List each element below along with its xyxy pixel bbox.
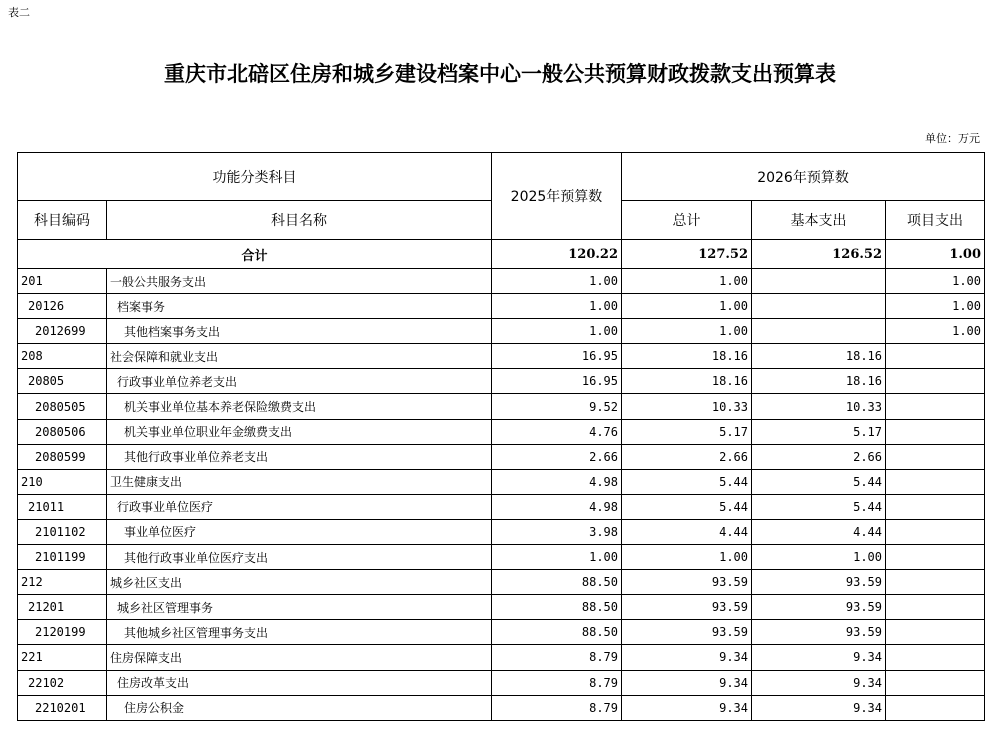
project-cell	[886, 545, 985, 570]
table-row	[18, 369, 985, 394]
name-cell: 行政事业单位养老支出	[107, 369, 492, 394]
name-cell: 其他行政事业单位医疗支出	[107, 545, 492, 570]
unit-label: 单位：万元	[925, 132, 980, 145]
name-cell: 其他城乡社区管理事务支出	[107, 620, 492, 645]
name-cell: 住房保障支出	[107, 645, 492, 670]
basic-cell: 93.59	[752, 595, 886, 620]
functional-category-header: 功能分类科目	[18, 153, 492, 201]
basic-cell: 5.44	[752, 494, 886, 519]
table-row	[18, 670, 985, 695]
total-cell: 5.44	[622, 469, 752, 494]
code-cell: 20805	[18, 369, 107, 394]
total-total-cell: 127.52	[622, 240, 752, 269]
name-cell: 档案事务	[107, 294, 492, 319]
project-cell: 1.00	[886, 319, 985, 344]
project-cell	[886, 670, 985, 695]
total-project-cell: 1.00	[886, 240, 985, 269]
code-cell: 21011	[18, 494, 107, 519]
basic-cell: 10.33	[752, 394, 886, 419]
name-cell: 一般公共服务支出	[107, 269, 492, 294]
table-number-label: 表二	[8, 6, 30, 19]
total-cell: 4.44	[622, 519, 752, 544]
basic-cell	[752, 319, 886, 344]
name-cell: 卫生健康支出	[107, 469, 492, 494]
code-cell: 2210201	[18, 695, 107, 720]
prev-budget-cell: 8.79	[492, 670, 622, 695]
total-cell: 93.59	[622, 620, 752, 645]
table-row	[18, 419, 985, 444]
code-cell: 2012699	[18, 319, 107, 344]
basic-cell: 4.44	[752, 519, 886, 544]
basic-cell: 18.16	[752, 369, 886, 394]
table-row	[18, 469, 985, 494]
prev-budget-cell: 8.79	[492, 645, 622, 670]
total-cell: 9.34	[622, 645, 752, 670]
prev-budget-cell: 16.95	[492, 369, 622, 394]
code-cell: 221	[18, 645, 107, 670]
code-cell: 212	[18, 570, 107, 595]
code-cell: 2080505	[18, 394, 107, 419]
name-cell: 社会保障和就业支出	[107, 344, 492, 369]
table-row	[18, 570, 985, 595]
total-cell: 1.00	[622, 294, 752, 319]
total-cell: 18.16	[622, 344, 752, 369]
total-cell: 9.34	[622, 670, 752, 695]
budget-table	[17, 152, 985, 721]
total-header: 总计	[622, 201, 752, 240]
basic-header: 基本支出	[752, 201, 886, 240]
prev-budget-cell: 4.98	[492, 494, 622, 519]
total-cell: 18.16	[622, 369, 752, 394]
code-cell: 208	[18, 344, 107, 369]
table-row	[18, 620, 985, 645]
table-row	[18, 645, 985, 670]
table-row	[18, 394, 985, 419]
project-cell	[886, 519, 985, 544]
prev-budget-cell: 9.52	[492, 394, 622, 419]
basic-cell: 2.66	[752, 444, 886, 469]
prev-budget-cell: 3.98	[492, 519, 622, 544]
basic-cell: 5.44	[752, 469, 886, 494]
code-cell: 210	[18, 469, 107, 494]
project-cell: 1.00	[886, 269, 985, 294]
project-cell: 1.00	[886, 294, 985, 319]
prev-budget-header: 2025年预算数	[492, 153, 622, 240]
prev-budget-cell: 88.50	[492, 595, 622, 620]
code-cell: 21201	[18, 595, 107, 620]
total-cell: 2.66	[622, 444, 752, 469]
basic-cell	[752, 294, 886, 319]
header-row-1	[18, 153, 985, 201]
project-cell	[886, 444, 985, 469]
prev-budget-cell: 8.79	[492, 695, 622, 720]
table-row	[18, 519, 985, 544]
code-cell: 22102	[18, 670, 107, 695]
table-row	[18, 695, 985, 720]
code-cell: 2080599	[18, 444, 107, 469]
prev-budget-cell: 4.76	[492, 419, 622, 444]
basic-cell: 9.34	[752, 670, 886, 695]
prev-budget-cell: 4.98	[492, 469, 622, 494]
total-cell: 5.17	[622, 419, 752, 444]
name-cell: 其他档案事务支出	[107, 319, 492, 344]
prev-budget-cell: 1.00	[492, 545, 622, 570]
total-row	[18, 240, 985, 269]
total-cell: 10.33	[622, 394, 752, 419]
code-cell: 2101102	[18, 519, 107, 544]
name-cell: 行政事业单位医疗	[107, 494, 492, 519]
total-cell: 5.44	[622, 494, 752, 519]
code-header: 科目编码	[18, 201, 107, 240]
name-cell: 住房改革支出	[107, 670, 492, 695]
basic-cell: 93.59	[752, 570, 886, 595]
project-cell	[886, 369, 985, 394]
total-cell: 1.00	[622, 269, 752, 294]
total-cell: 93.59	[622, 570, 752, 595]
basic-cell: 9.34	[752, 695, 886, 720]
basic-cell: 18.16	[752, 344, 886, 369]
total-basic-cell: 126.52	[752, 240, 886, 269]
name-cell: 城乡社区支出	[107, 570, 492, 595]
total-label: 合计	[18, 240, 492, 269]
prev-budget-cell: 16.95	[492, 344, 622, 369]
project-cell	[886, 494, 985, 519]
code-cell: 2101199	[18, 545, 107, 570]
project-cell	[886, 394, 985, 419]
total-cell: 1.00	[622, 545, 752, 570]
table-row	[18, 294, 985, 319]
curr-budget-header: 2026年预算数	[622, 153, 985, 201]
basic-cell: 1.00	[752, 545, 886, 570]
table-row	[18, 545, 985, 570]
prev-budget-cell: 88.50	[492, 570, 622, 595]
name-cell: 机关事业单位职业年金缴费支出	[107, 419, 492, 444]
page-title: 重庆市北碚区住房和城乡建设档案中心一般公共预算财政拨款支出预算表	[164, 61, 836, 86]
prev-budget-cell: 2.66	[492, 444, 622, 469]
name-header: 科目名称	[107, 201, 492, 240]
prev-budget-cell: 1.00	[492, 269, 622, 294]
table-row	[18, 269, 985, 294]
project-cell	[886, 595, 985, 620]
project-cell	[886, 469, 985, 494]
table-row	[18, 494, 985, 519]
project-cell	[886, 419, 985, 444]
code-cell: 201	[18, 269, 107, 294]
project-cell	[886, 344, 985, 369]
basic-cell: 5.17	[752, 419, 886, 444]
prev-budget-cell: 88.50	[492, 620, 622, 645]
total-cell: 9.34	[622, 695, 752, 720]
project-cell	[886, 620, 985, 645]
total-cell: 93.59	[622, 595, 752, 620]
project-cell	[886, 570, 985, 595]
name-cell: 城乡社区管理事务	[107, 595, 492, 620]
table-row	[18, 595, 985, 620]
code-cell: 2080506	[18, 419, 107, 444]
basic-cell	[752, 269, 886, 294]
project-cell	[886, 695, 985, 720]
table-row	[18, 319, 985, 344]
basic-cell: 93.59	[752, 620, 886, 645]
code-cell: 20126	[18, 294, 107, 319]
prev-budget-cell: 1.00	[492, 319, 622, 344]
project-header: 项目支出	[886, 201, 985, 240]
name-cell: 其他行政事业单位养老支出	[107, 444, 492, 469]
name-cell: 住房公积金	[107, 695, 492, 720]
total-cell: 1.00	[622, 319, 752, 344]
table-row	[18, 444, 985, 469]
prev-budget-cell: 1.00	[492, 294, 622, 319]
project-cell	[886, 645, 985, 670]
basic-cell: 9.34	[752, 645, 886, 670]
name-cell: 机关事业单位基本养老保险缴费支出	[107, 394, 492, 419]
code-cell: 2120199	[18, 620, 107, 645]
name-cell: 事业单位医疗	[107, 519, 492, 544]
total-prev-cell: 120.22	[492, 240, 622, 269]
table-row	[18, 344, 985, 369]
